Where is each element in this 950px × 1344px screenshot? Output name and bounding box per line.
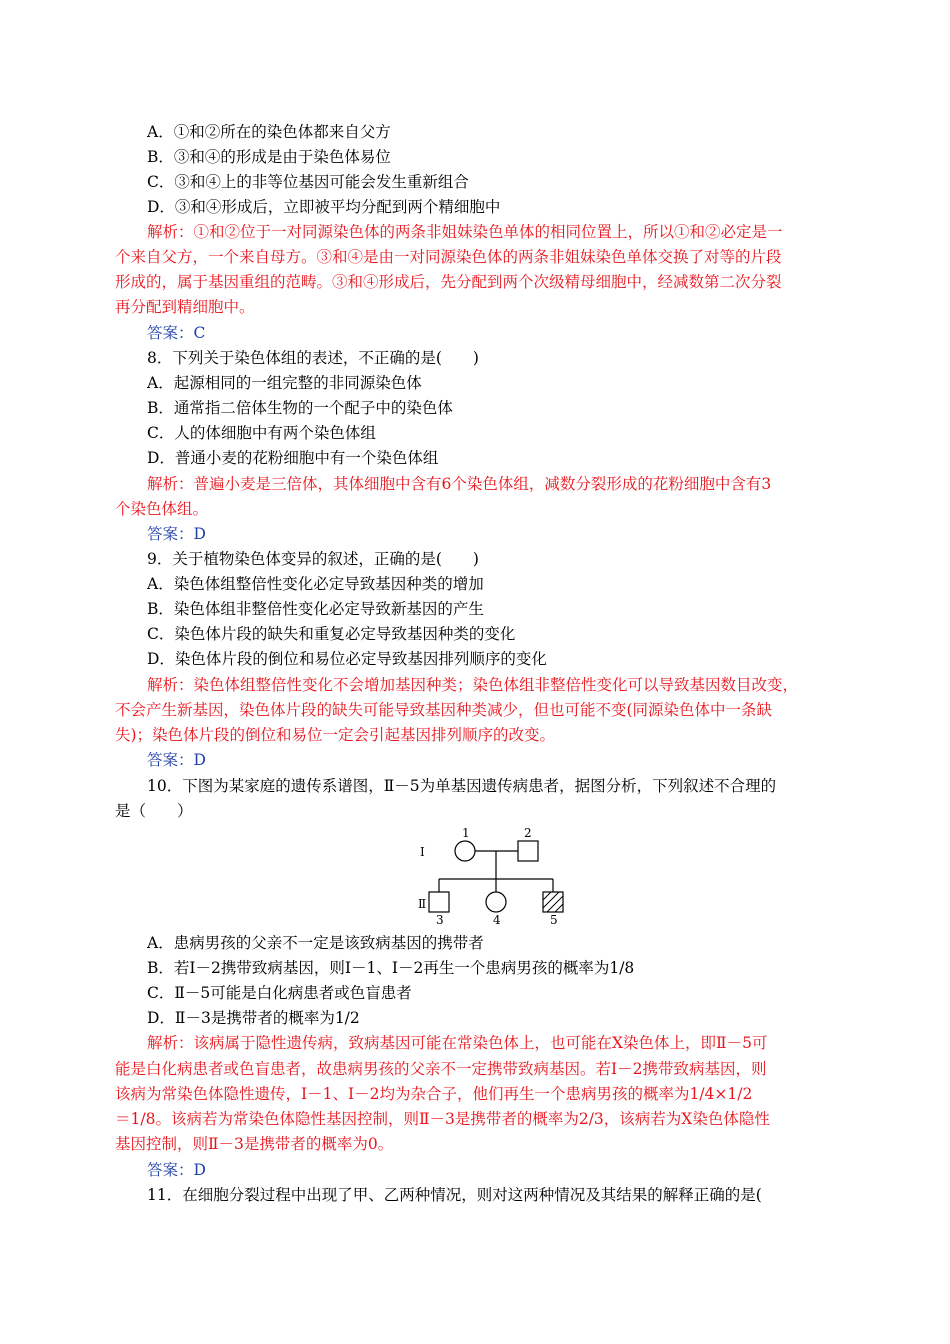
q10-stem-line1: 10．下图为某家庭的遗传系谱图，Ⅱ－5为单基因遗传病患者，据图分析，下列叙述不合理的 [147, 777, 777, 795]
pedigree-individual-4-female [486, 892, 506, 912]
pedigree-individual-2-male [518, 841, 538, 861]
pedigree-individual-1-female [455, 841, 475, 861]
pedigree-generation-2-label: Ⅱ [418, 897, 427, 911]
pedigree-individual-3-male [429, 892, 449, 912]
pedigree-individual-5-affected-male [543, 892, 563, 912]
q8-option-d: D．普通小麦的花粉细胞中有一个染色体组 [147, 449, 439, 467]
q10-answer: 答案：D [147, 1161, 206, 1179]
q8-stem: 8．下列关于染色体组的表述，不正确的是( ) [147, 349, 479, 367]
q7-option-b: B．③和④的形成是由于染色体易位 [147, 148, 391, 166]
q8-option-a: A．起源相同的一组完整的非同源染色体 [147, 374, 422, 392]
q10-explanation-line1: 解析：该病属于隐性遗传病，致病基因可能在常染色体上，也可能在X染色体上，即Ⅱ－5可 [147, 1034, 768, 1052]
pedigree-label-1: 1 [462, 826, 470, 840]
q10-stem-line2: 是（ ） [115, 802, 193, 820]
q7-explanation-line1: 解析：①和②位于一对同源染色体的两条非姐妹染色单体的相同位置上，所以①和②必定是一 [147, 223, 783, 241]
q10-option-a: A．患病男孩的父亲不一定是该致病基因的携带者 [147, 934, 484, 952]
q8-explanation-line1: 解析：普遍小麦是三倍体，其体细胞中含有6个染色体组，减数分裂形成的花粉细胞中含有3 [147, 475, 772, 493]
pedigree-label-4: 4 [493, 913, 501, 927]
q10-option-d: D．Ⅱ－3是携带者的概率为1/2 [147, 1009, 360, 1027]
pedigree-label-3: 3 [436, 913, 444, 927]
q7-option-a: A．①和②所在的染色体都来自父方 [147, 123, 391, 141]
q7-explanation-line3: 形成的，属于基因重组的范畴。③和④形成后，先分配到两个次级精母细胞中，经减数第二次分裂 [115, 273, 782, 291]
q10-option-c: C．Ⅱ－5可能是白化病患者或色盲患者 [147, 984, 412, 1002]
q11-stem-line1: 11．在细胞分裂过程中出现了甲、乙两种情况，则对这两种情况及其结果的解释正确的是( [147, 1186, 762, 1204]
q9-explanation-line1: 解析：染色体组整倍性变化不会增加基因种类；染色体组非整倍性变化可以导致基因数目改变， [147, 676, 799, 694]
q9-answer: 答案：D [147, 751, 206, 769]
q7-answer: 答案：C [147, 324, 206, 342]
q10-option-b: B．若Ⅰ－2携带致病基因，则Ⅰ－1、Ⅰ－2再生一个患病男孩的概率为1/8 [147, 959, 635, 977]
q7-explanation-line4: 再分配到精细胞中。 [115, 298, 255, 316]
q10-explanation-line2: 能是白化病患者或色盲患者，故患病男孩的父亲不一定携带致病基因。若Ⅰ－2携带致病基因，则 [115, 1060, 767, 1078]
q8-explanation-line2: 个染色体组。 [115, 500, 209, 518]
pedigree-label-2: 2 [524, 826, 532, 840]
q9-explanation-line3: 失)；染色体片段的倒位和易位一定会引起基因排列顺序的改变。 [115, 726, 556, 744]
pedigree-generation-1-label: I [420, 845, 425, 859]
q7-option-c: C．③和④上的非等位基因可能会发生重新组合 [147, 173, 469, 191]
q8-option-b: B．通常指二倍体生物的一个配子中的染色体 [147, 399, 453, 417]
q7-explanation-line2: 个来自父方，一个来自母方。③和④是由一对同源染色体的两条非姐妹染色单体交换了对等的片段 [115, 248, 782, 266]
q10-explanation-line5: 基因控制，则Ⅱ－3是携带者的概率为0。 [115, 1135, 394, 1153]
q9-option-a: A．染色体组整倍性变化必定导致基因种类的增加 [147, 575, 484, 593]
q9-option-b: B．染色体组非整倍性变化必定导致新基因的产生 [147, 600, 484, 618]
q9-option-d: D．染色体片段的倒位和易位必定导致基因排列顺序的变化 [147, 650, 547, 668]
q7-option-d: D．③和④形成后，立即被平均分配到两个精细胞中 [147, 198, 501, 216]
q8-option-c: C．人的体细胞中有两个染色体组 [147, 424, 376, 442]
q10-explanation-line4: ＝1/8。该病若为常染色体隐性基因控制，则Ⅱ－3是携带者的概率为2/3，该病若为X染色体隐性 [115, 1110, 770, 1128]
pedigree-chart [405, 822, 585, 927]
q9-stem: 9．关于植物染色体变异的叙述，正确的是( ) [147, 550, 479, 568]
q9-explanation-line2: 不会产生新基因，染色体片段的缺失可能导致基因种类减少，但也可能不变(同源染色体中一条缺 [115, 701, 773, 719]
q9-option-c: C．染色体片段的缺失和重复必定导致基因种类的变化 [147, 625, 516, 643]
pedigree-label-5: 5 [550, 913, 558, 927]
q8-answer: 答案：D [147, 525, 206, 543]
q10-explanation-line3: 该病为常染色体隐性遗传，Ⅰ－1、Ⅰ－2均为杂合子，他们再生一个患病男孩的概率为1/4×1/2 [115, 1085, 753, 1103]
